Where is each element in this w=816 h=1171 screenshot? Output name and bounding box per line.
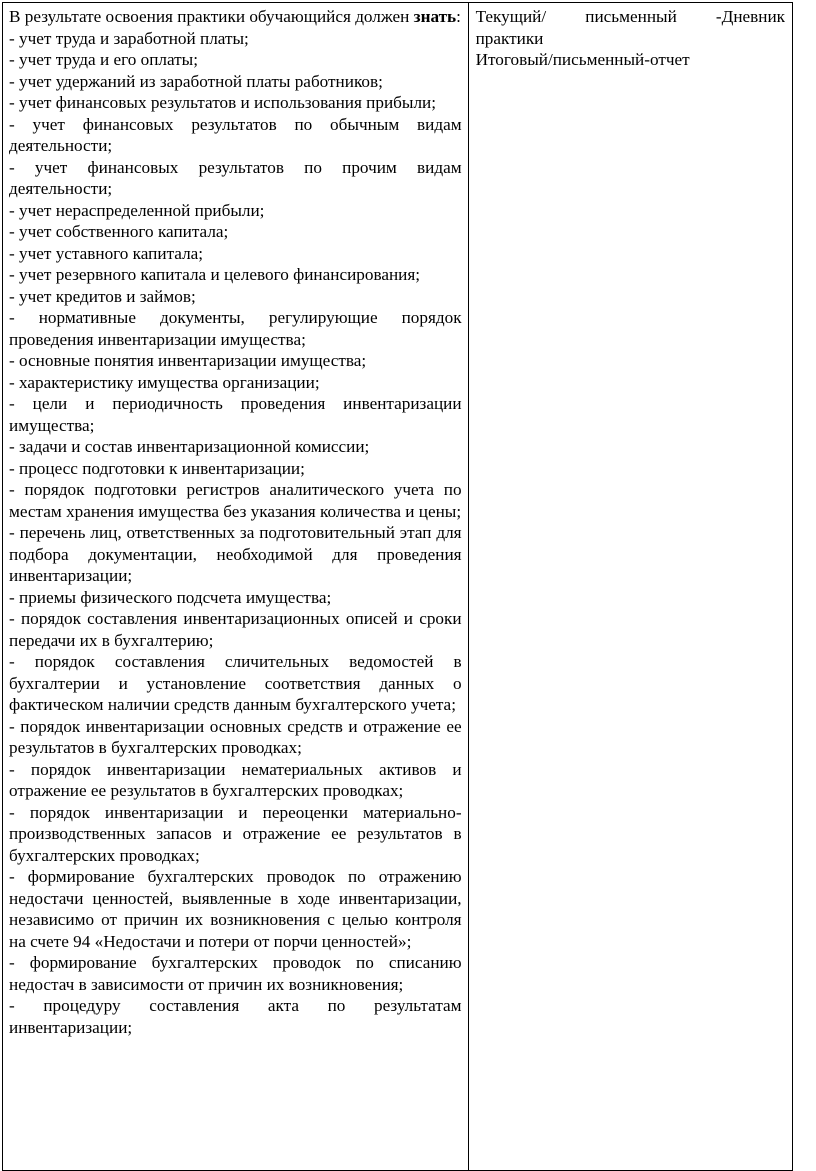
list-item: - учет финансовых результатов по обычным видам деятельности;	[9, 114, 462, 155]
list-item: - порядок составления инвентаризационных описей и сроки передачи их в бухгалтерию;	[9, 609, 462, 650]
assessment-form	[469, 3, 792, 71]
list-item: - формирование бухгалтерских проводок по отражению недостачи ценностей, выявленные в ходе инвентаризации, независимо от причин их возникновения с целью контроля на счете 94 «Недостачи и потери от порчи ценностей»;	[9, 867, 462, 951]
list-item: - основные понятия инвентаризации имущества;	[9, 351, 367, 370]
list-item: - порядок инвентаризации нематериальных активов и отражение ее результатов в бухгалтерских проводках;	[9, 759, 462, 800]
list-item: - учет собственного капитала;	[9, 222, 229, 241]
intro-line	[9, 6, 462, 28]
list-item: - порядок составления сличительных ведомостей в бухгалтерии и установление соответствия данных о фактическом наличии средств данным бухгалтерского учета;	[9, 652, 462, 714]
form-line-current	[476, 6, 785, 28]
assessment-table	[2, 2, 793, 1171]
intro-bold: знать	[413, 7, 457, 26]
form-line-practice: практики	[475, 28, 544, 48]
form-current-doc: -Дневник	[715, 7, 786, 26]
list-item: - учет финансовых результатов по прочим видам деятельности;	[9, 157, 462, 198]
table-row	[3, 3, 793, 1171]
list-item: - учет нераспределенной прибыли;	[9, 200, 265, 220]
knowledge-cell	[3, 3, 469, 1171]
list-item: - приемы физического подсчета имущества;	[9, 587, 332, 607]
list-item: - учет удержаний из заработной платы работников;	[9, 71, 383, 91]
list-item: - цели и периодичность проведения инвентаризации имущества;	[9, 394, 462, 435]
list-item: - характеристику имущества организации;	[9, 372, 320, 392]
list-item: - учет труда и его оплаты;	[9, 50, 198, 69]
form-current-mode: письменный	[585, 7, 677, 26]
list-item: - процесс подготовки к инвентаризации;	[9, 458, 305, 478]
list-item: - нормативные документы, регулирующие порядок проведения инвентаризации имущества;	[9, 308, 462, 349]
list-item: - процедуру составления акта по результатам инвентаризации;	[9, 996, 462, 1037]
list-item: - учет кредитов и займов;	[9, 286, 196, 306]
knowledge-list	[3, 3, 468, 1038]
intro-colon: :	[456, 7, 461, 26]
intro-text: В результате освоения практики обучающийся должен	[9, 7, 410, 26]
list-item: - порядок подготовки регистров аналитического учета по местам хранения имущества без указания количества и цены;	[9, 480, 462, 521]
list-item: - формирование бухгалтерских проводок по списанию недостач в зависимости от причин их возникновения;	[9, 953, 462, 994]
list-item: - учет финансовых результатов и использования прибыли;	[9, 93, 437, 112]
list-item: - учет уставного капитала;	[9, 243, 204, 263]
list-item: - перечень лиц, ответственных за подготовительный этап для подбора документации, необходимой для проведения инвентаризации;	[9, 523, 462, 585]
form-current-type: Текущий/	[475, 7, 547, 26]
list-item: - порядок инвентаризации и переоценки материально-производственных запасов и отражение ее результатов в бухгалтерских проводках;	[9, 802, 462, 865]
list-item: - учет труда и заработной платы;	[9, 28, 249, 48]
list-item: - порядок инвентаризации основных средств и отражение ее результатов в бухгалтерских проводках;	[9, 716, 462, 757]
assessment-form-cell	[468, 3, 792, 1171]
list-item: - учет резервного капитала и целевого финансирования;	[9, 265, 421, 284]
form-line-final: Итоговый/письменный-отчет	[475, 50, 690, 69]
list-item: - задачи и состав инвентаризационной комиссии;	[9, 437, 370, 456]
